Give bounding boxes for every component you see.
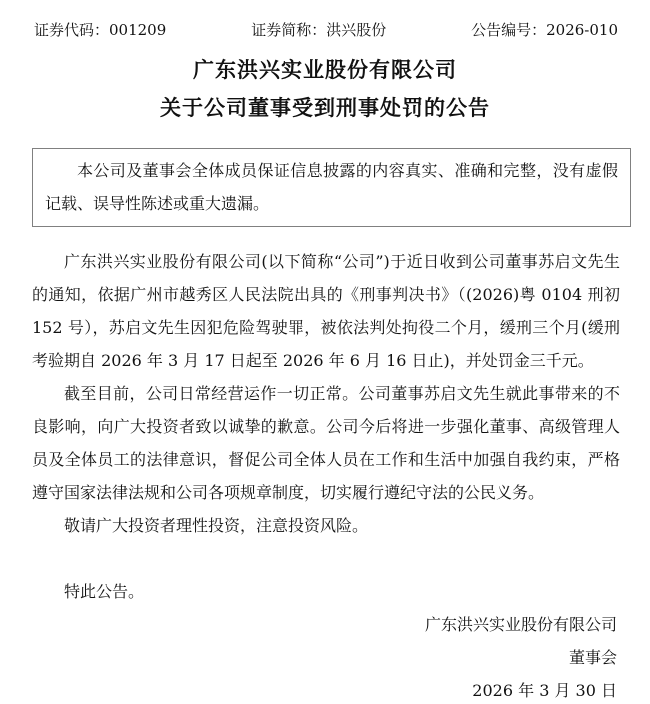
signature-date: 2026 年 3 月 30 日: [472, 681, 617, 700]
stock-code: 证券代码：001209: [34, 21, 167, 39]
company-name-title: 广东洪兴实业股份有限公司: [193, 59, 457, 82]
signature-board: 董事会: [568, 648, 617, 667]
body-paragraph-2: 截至目前，公司日常经营运作一切正常。公司董事苏启文先生就此事带来的不良影响，向广大投资者致以诚挚的歉意。公司今后将进一步强化董事、高级管理人员及全体员工的法律意识，督促公司全体人员在工作和生活中加强自我约束，严格遵守国家法律法规和公司各项规章制度，切实履行遵纪守法的公民义务。: [32, 384, 620, 502]
disclaimer-box: [32, 148, 631, 227]
announcement-title: 关于公司董事受到刑事处罚的公告: [160, 97, 490, 120]
signature-block: [0, 608, 650, 704]
announcement-body: [0, 245, 650, 608]
announcement-number: 公告编号：2026-010: [471, 21, 618, 39]
body-paragraph-3: 敬请广大投资者理性投资，注意投资风险。: [64, 516, 369, 535]
document-header: [0, 0, 650, 41]
body-paragraph-1: 广东洪兴实业股份有限公司(以下简称“公司”)于近日收到公司董事苏启文先生的通知，依据广州市越秀区人民法院出具的《刑事判决书》（(2026)粤 0104 刑初 152 号），苏启文先生因犯危险驾驶罪，被依法判处拘役二个月，缓刑三个月(缓刑考验期自 2026 年 3 月 17 日起至 2026 年 6 月 16 日止)，并处罚金三千元。: [32, 252, 620, 370]
signature-company: 广东洪兴实业股份有限公司: [424, 615, 617, 634]
closing-statement: 特此公告。: [64, 582, 145, 601]
disclaimer-text: 本公司及董事会全体成员保证信息披露的内容真实、准确和完整，没有虚假记载、误导性陈述或重大遗漏。: [45, 161, 618, 213]
stock-name: 证券简称：洪兴股份: [251, 21, 387, 39]
